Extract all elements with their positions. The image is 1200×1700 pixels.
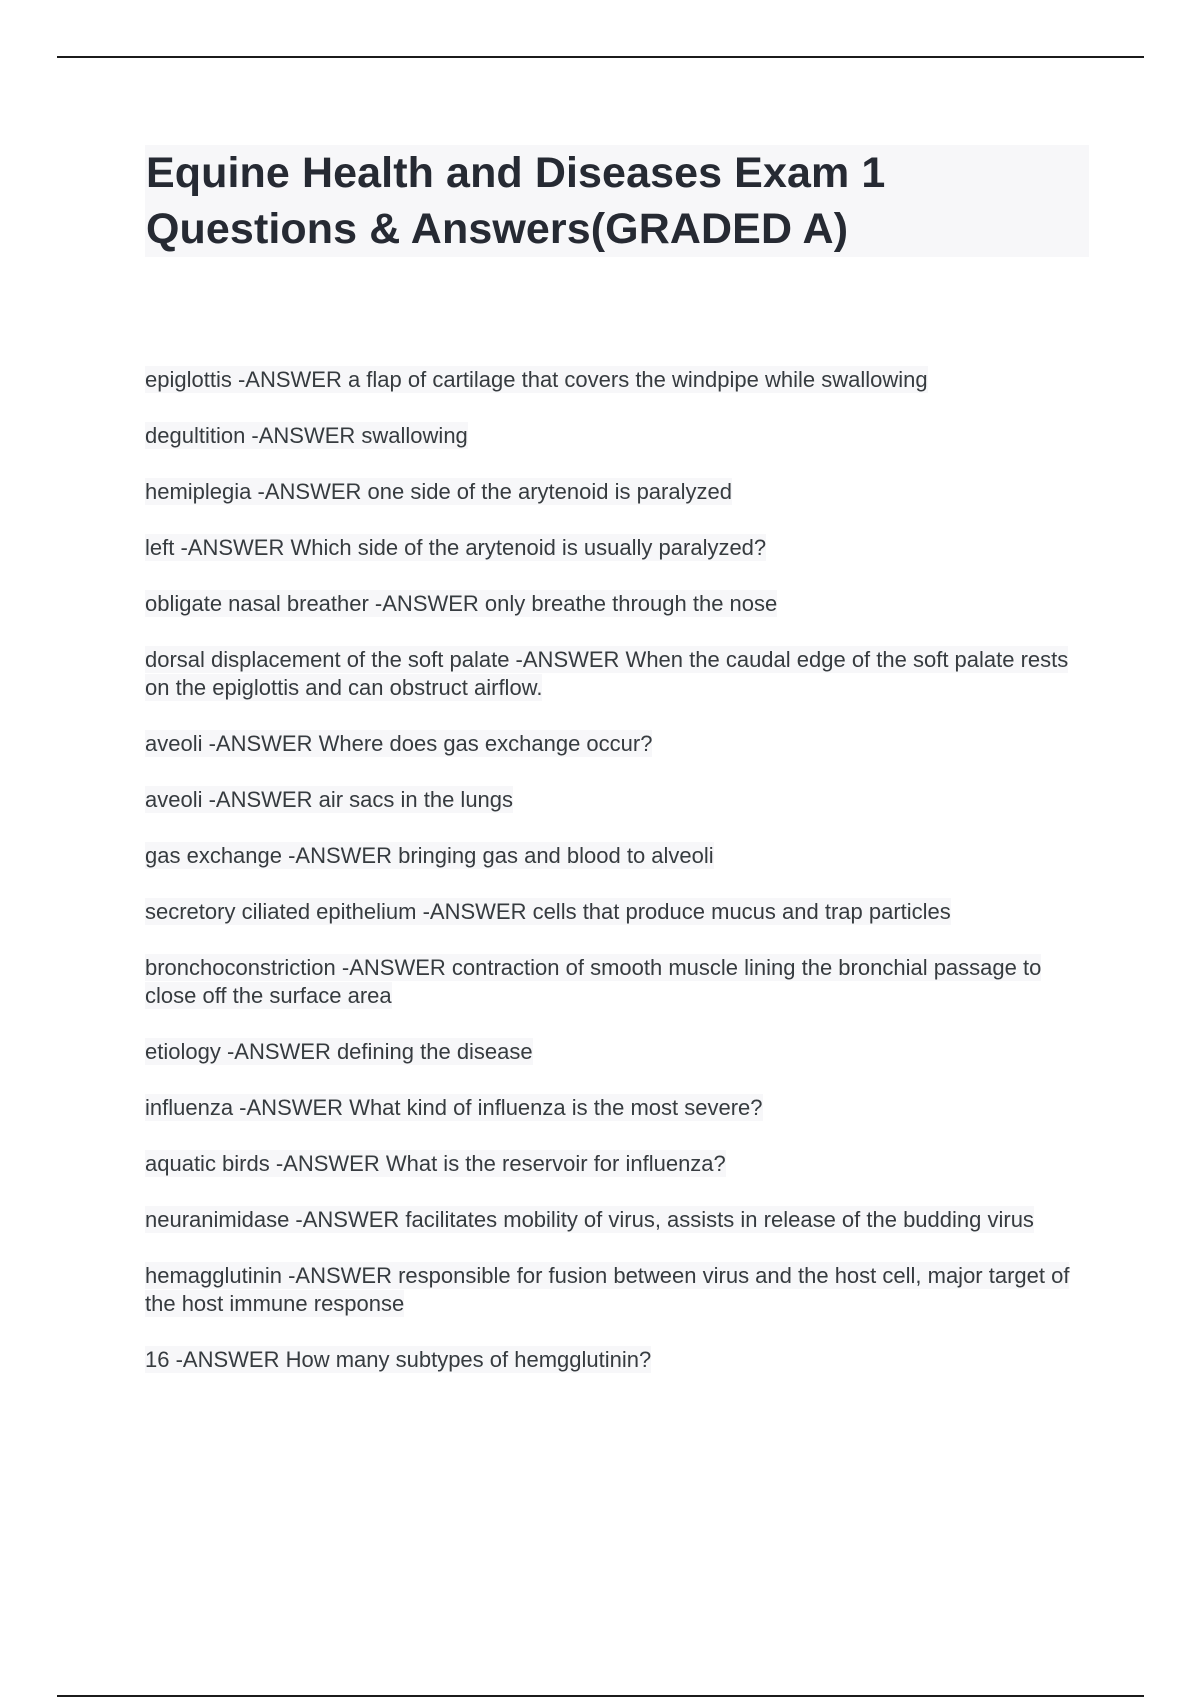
qa-item-text: 16 -ANSWER How many subtypes of hemgglutinin?	[145, 1347, 652, 1372]
qa-item-text: aveoli -ANSWER air sacs in the lungs	[145, 787, 514, 812]
qa-item-text: hemiplegia -ANSWER one side of the arytenoid is paralyzed	[145, 479, 732, 504]
qa-item-text: hemagglutinin -ANSWER responsible for fusion between virus and the host cell, major target of the host immune response	[145, 1263, 1070, 1316]
qa-item-text: gas exchange -ANSWER bringing gas and blood to alveoli	[145, 843, 714, 868]
qa-item-text: influenza -ANSWER What kind of influenza is the most severe?	[145, 1095, 763, 1120]
qa-item-text: neuranimidase -ANSWER facilitates mobility of virus, assists in release of the budding virus	[145, 1207, 1034, 1232]
qa-item-text: epiglottis -ANSWER a flap of cartilage that covers the windpipe while swallowing	[145, 367, 928, 392]
document-title: Equine Health and Diseases Exam 1 Questions & Answers(GRADED A)	[146, 149, 886, 253]
qa-item-text: bronchoconstriction -ANSWER contraction of smooth muscle lining the bronchial passage to close off the surface area	[145, 955, 1042, 1008]
qa-item	[145, 478, 1089, 506]
qa-item-text: aquatic birds -ANSWER What is the reservoir for influenza?	[145, 1151, 726, 1176]
qa-item	[145, 730, 1089, 758]
qa-item-text: aveoli -ANSWER Where does gas exchange occur?	[145, 731, 653, 756]
qa-item	[145, 954, 1089, 1010]
qa-item	[145, 842, 1089, 870]
qa-item-text: obligate nasal breather -ANSWER only breathe through the nose	[145, 591, 778, 616]
qa-item	[145, 590, 1089, 618]
qa-item	[145, 786, 1089, 814]
qa-item	[145, 1150, 1089, 1178]
qa-item-text: secretory ciliated epithelium -ANSWER cells that produce mucus and trap particles	[145, 899, 951, 924]
qa-item	[145, 422, 1089, 450]
qa-item	[145, 898, 1089, 926]
qa-item-text: dorsal displacement of the soft palate -ANSWER When the caudal edge of the soft palate rests on the epiglottis and can obstruct airflow.	[145, 647, 1069, 700]
bottom-rule	[57, 1695, 1144, 1697]
qa-item	[145, 1206, 1089, 1234]
qa-list	[145, 366, 1089, 1402]
title-block	[145, 145, 1089, 257]
qa-item-text: degultition -ANSWER swallowing	[145, 423, 468, 448]
qa-item	[145, 366, 1089, 394]
qa-item-text: etiology -ANSWER defining the disease	[145, 1039, 533, 1064]
qa-item	[145, 1346, 1089, 1374]
qa-item	[145, 534, 1089, 562]
top-rule	[57, 56, 1144, 58]
qa-item	[145, 1262, 1089, 1318]
qa-item-text: left -ANSWER Which side of the arytenoid is usually paralyzed?	[145, 535, 767, 560]
qa-item	[145, 1038, 1089, 1066]
qa-item	[145, 1094, 1089, 1122]
qa-item	[145, 646, 1089, 702]
